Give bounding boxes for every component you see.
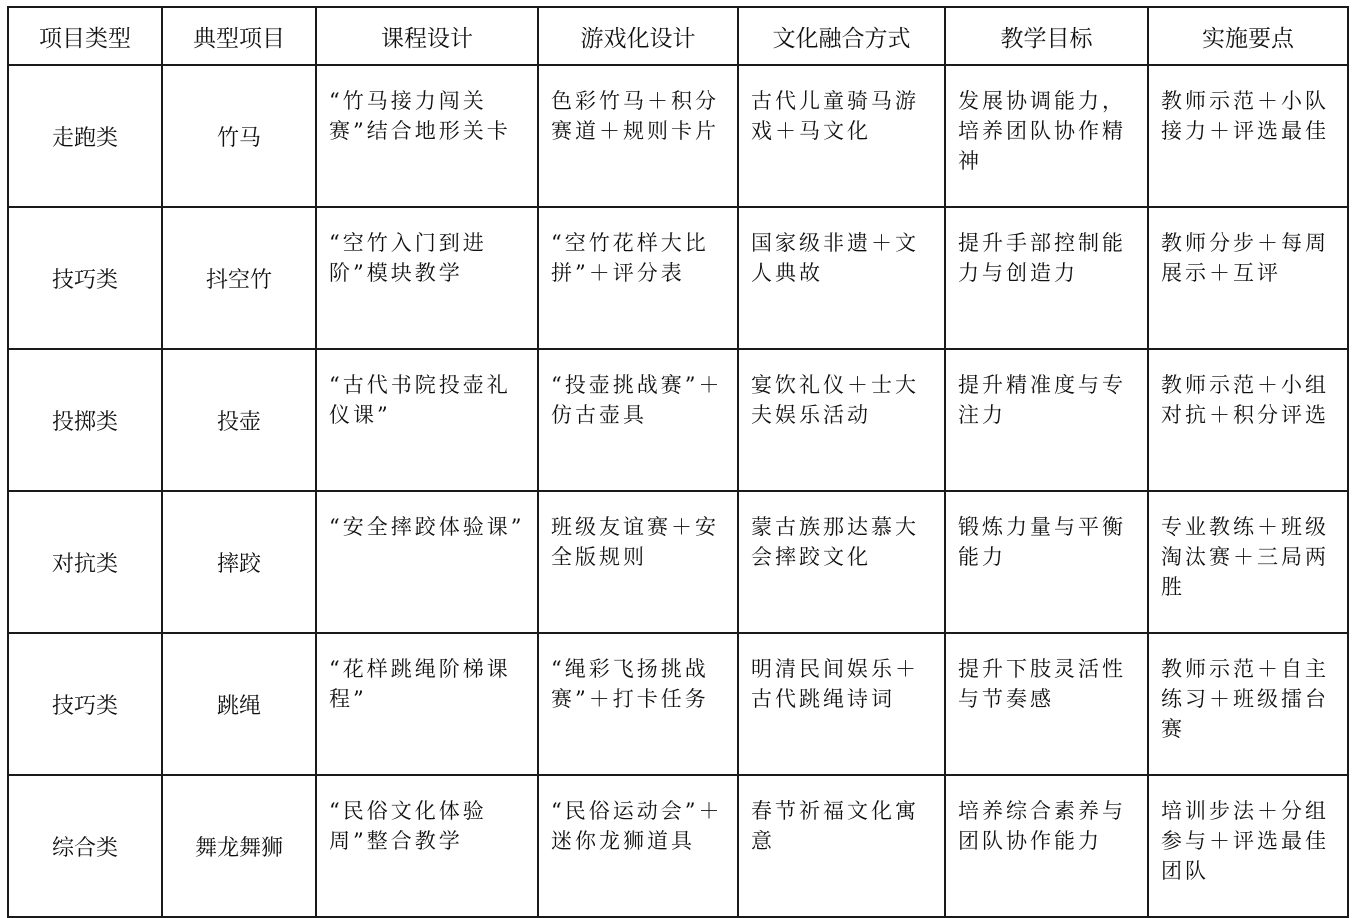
cell-teaching-goal: 锻炼力量与平衡能力: [945, 491, 1148, 633]
cell-gamification-design: “民俗运动会”＋迷你龙狮道具: [538, 775, 738, 917]
cell-typical-project: 竹马: [162, 65, 316, 207]
cell-teaching-goal: 提升手部控制能力与创造力: [945, 207, 1148, 349]
table-row: [8, 775, 1348, 917]
cell-culture-integration: 古代儿童骑马游戏＋马文化: [738, 65, 945, 207]
cell-teaching-goal: 培养综合素养与团队协作能力: [945, 775, 1148, 917]
cell-typical-project: 抖空竹: [162, 207, 316, 349]
cell-implementation-points: 培训步法＋分组参与＋评选最佳团队: [1148, 775, 1348, 917]
cell-project-type: 技巧类: [8, 633, 162, 775]
cell-culture-integration: 宴饮礼仪＋士大夫娱乐活动: [738, 349, 945, 491]
header-course-design: 课程设计: [316, 7, 538, 65]
table-row: [8, 491, 1348, 633]
cell-teaching-goal: 提升精准度与专注力: [945, 349, 1148, 491]
cell-project-type: 对抗类: [8, 491, 162, 633]
cell-typical-project: 投壶: [162, 349, 316, 491]
cell-teaching-goal: 提升下肢灵活性与节奏感: [945, 633, 1148, 775]
cell-course-design: “竹马接力闯关赛”结合地形关卡: [316, 65, 538, 207]
header-implementation-points: 实施要点: [1148, 7, 1348, 65]
cell-typical-project: 跳绳: [162, 633, 316, 775]
cell-gamification-design: 色彩竹马＋积分赛道＋规则卡片: [538, 65, 738, 207]
cell-gamification-design: “投壶挑战赛”＋仿古壶具: [538, 349, 738, 491]
table-row: [8, 633, 1348, 775]
table-row: [8, 349, 1348, 491]
cell-course-design: “安全摔跤体验课”: [316, 491, 538, 633]
header-teaching-goal: 教学目标: [945, 7, 1148, 65]
header-culture-integration: 文化融合方式: [738, 7, 945, 65]
cell-course-design: “古代书院投壶礼仪课”: [316, 349, 538, 491]
header-typical-project: 典型项目: [162, 7, 316, 65]
curriculum-table: [7, 6, 1349, 918]
cell-project-type: 技巧类: [8, 207, 162, 349]
cell-project-type: 综合类: [8, 775, 162, 917]
table-row: [8, 65, 1348, 207]
cell-teaching-goal: 发展协调能力，培养团队协作精神: [945, 65, 1148, 207]
cell-project-type: 投掷类: [8, 349, 162, 491]
table-header-row: [8, 7, 1348, 65]
cell-culture-integration: 明清民间娱乐＋古代跳绳诗词: [738, 633, 945, 775]
cell-culture-integration: 春节祈福文化寓意: [738, 775, 945, 917]
cell-course-design: “空竹入门到进阶”模块教学: [316, 207, 538, 349]
cell-gamification-design: 班级友谊赛＋安全版规则: [538, 491, 738, 633]
cell-project-type: 走跑类: [8, 65, 162, 207]
cell-course-design: “民俗文化体验周”整合教学: [316, 775, 538, 917]
table-row: [8, 207, 1348, 349]
header-gamification-design: 游戏化设计: [538, 7, 738, 65]
cell-implementation-points: 教师示范＋小组对抗＋积分评选: [1148, 349, 1348, 491]
header-project-type: 项目类型: [8, 7, 162, 65]
cell-implementation-points: 教师分步＋每周展示＋互评: [1148, 207, 1348, 349]
cell-culture-integration: 国家级非遗＋文人典故: [738, 207, 945, 349]
cell-implementation-points: 教师示范＋小队接力＋评选最佳: [1148, 65, 1348, 207]
cell-course-design: “花样跳绳阶梯课程”: [316, 633, 538, 775]
cell-gamification-design: “绳彩飞扬挑战赛”＋打卡任务: [538, 633, 738, 775]
cell-culture-integration: 蒙古族那达慕大会摔跤文化: [738, 491, 945, 633]
cell-typical-project: 摔跤: [162, 491, 316, 633]
cell-gamification-design: “空竹花样大比拼”＋评分表: [538, 207, 738, 349]
cell-implementation-points: 教师示范＋自主练习＋班级擂台赛: [1148, 633, 1348, 775]
cell-implementation-points: 专业教练＋班级淘汰赛＋三局两胜: [1148, 491, 1348, 633]
cell-typical-project: 舞龙舞狮: [162, 775, 316, 917]
